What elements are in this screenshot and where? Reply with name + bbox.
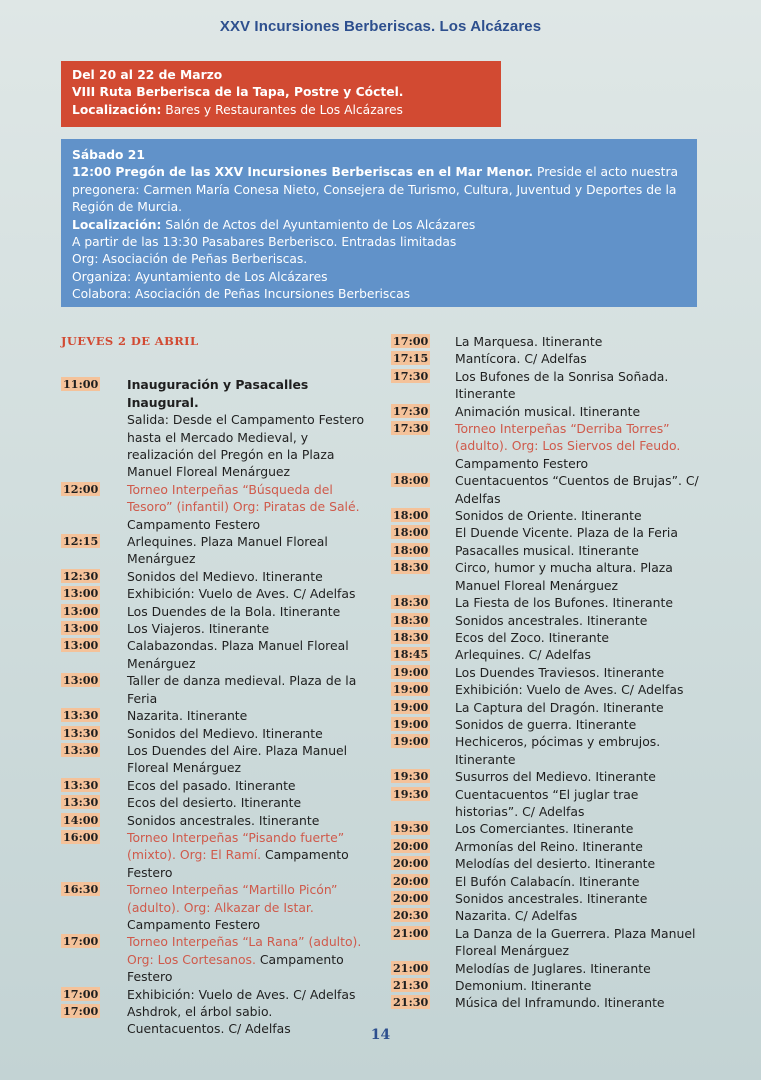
schedule-entry [391, 524, 701, 541]
entry-description [127, 777, 371, 794]
entry-time-label: 17:00 [63, 934, 99, 949]
entry-text: Sonidos ancestrales. Itinerante [455, 891, 648, 906]
schedule-entry [61, 707, 371, 724]
schedule-entry [61, 585, 371, 602]
entry-time [391, 646, 455, 663]
entry-text: Los Viajeros. Itinerante [127, 621, 270, 637]
entry-time [391, 873, 455, 890]
schedule-entry [61, 481, 371, 533]
entry-text: Demonium. Itinerante [455, 978, 592, 994]
schedule-entry [391, 594, 701, 611]
entry-description [127, 603, 371, 620]
entry-description [455, 612, 701, 629]
schedule-entry [391, 472, 701, 507]
schedule-entry [391, 890, 701, 907]
schedule-entry [61, 568, 371, 585]
schedule-entry [61, 725, 371, 742]
entry-description [455, 559, 701, 594]
schedule-entry [391, 664, 701, 681]
schedule-entry [391, 368, 701, 403]
entry-time-label: 19:30 [393, 769, 429, 784]
entry-description [455, 507, 701, 524]
pregon-title: 12:00 Pregón de las XXV Incursiones Berberiscas en el Mar Menor. [72, 165, 534, 180]
entry-text: Campamento Festero [455, 455, 589, 471]
entry-text: Melodías de Juglares. Itinerante [455, 960, 651, 976]
entry-time [391, 820, 455, 837]
entry-time-label: 18:00 [393, 508, 429, 523]
page-number: 14 [370, 1027, 391, 1043]
entry-description [455, 994, 701, 1011]
schedule-entry [391, 820, 701, 837]
entry-description [127, 829, 371, 881]
entry-description [455, 907, 701, 924]
entry-time-label: 19:00 [393, 734, 429, 749]
schedule-entry [61, 794, 371, 811]
day-heading: JUEVES 2 DE ABRIL [61, 334, 199, 348]
entry-time [391, 368, 455, 385]
entry-description [455, 733, 701, 768]
entry-time-label: 18:30 [393, 629, 429, 644]
entry-text: Salida: Desde el Campamento Festero hasta el Mercado Medieval, y realización del Pregón en la Plaza Manuel Floreal Menárguez [127, 412, 365, 480]
schedule-entry [61, 620, 371, 637]
entry-time [391, 472, 455, 489]
entry-description [127, 533, 371, 568]
entry-tournament: Torneo Interpeñas “La Rana” (adulto). Org: Los Cortesanos. [127, 934, 362, 967]
entry-description [455, 420, 701, 472]
entry-time [61, 637, 127, 654]
entry-description [455, 333, 701, 350]
entry-time-label: 21:30 [393, 978, 429, 993]
entry-text: Sonidos de guerra. Itinerante [455, 716, 637, 732]
entry-time [391, 838, 455, 855]
entry-text: Los Comerciantes. Itinerante [455, 821, 634, 837]
pasabares-line: A partir de las 13:30 Pasabares Berberisco. Entradas limitadas [72, 235, 457, 250]
entry-time-label: 16:00 [63, 829, 99, 844]
entry-time-label: 17:00 [63, 986, 99, 1001]
entry-time [61, 376, 127, 393]
entry-tournament: Torneo Interpeñas “Derriba Torres” (adulto). Org: Los Siervos del Feudo. [455, 421, 681, 454]
day-label: Sábado 21 [72, 148, 145, 162]
entry-time-label: 17:30 [393, 368, 429, 383]
schedule-entry [391, 420, 701, 472]
schedule-entry [61, 376, 371, 480]
entry-time [61, 794, 127, 811]
entry-description [455, 716, 701, 733]
page-header-title: XXV Incursiones Berberiscas. Los Alcázares [219, 18, 542, 35]
entry-text: Mantícora. C/ Adelfas [455, 351, 587, 367]
entry-text: Cuentacuentos “El juglar trae historias”. C/ Adelfas [455, 786, 639, 819]
location-line [72, 217, 686, 234]
entry-time [61, 829, 127, 846]
entry-description [455, 524, 701, 541]
entry-text: Ecos del desierto. Itinerante [127, 795, 302, 811]
entry-text: Los Duendes de la Bola. Itinerante [127, 603, 341, 619]
entry-time-label: 12:30 [63, 568, 99, 583]
entry-description [127, 620, 371, 637]
entry-time-label: 19:30 [393, 786, 429, 801]
entry-time [391, 542, 455, 559]
entry-time [391, 524, 455, 541]
entry-time-label: 17:30 [393, 421, 429, 436]
entry-time [61, 568, 127, 585]
entry-time [61, 672, 127, 689]
entry-tournament: Torneo Interpeñas “Búsqueda del Tesoro” (infantil) Org: Piratas de Salé. [127, 481, 360, 515]
location-line [72, 102, 490, 119]
entry-time-label: 18:30 [393, 595, 429, 610]
entry-description [455, 368, 701, 403]
entry-text: Exhibición: Vuelo de Aves. C/ Adelfas [455, 682, 684, 698]
entry-text: Melodías del desierto. Itinerante [455, 856, 656, 872]
entry-description [455, 925, 701, 960]
entry-time-label: 16:30 [63, 882, 99, 897]
entry-time-label: 13:00 [63, 586, 99, 601]
schedule-entry [391, 768, 701, 785]
schedule-entry [391, 559, 701, 594]
schedule-entry [61, 603, 371, 620]
entry-description [127, 812, 371, 829]
schedule-entry [391, 855, 701, 872]
entry-description [127, 568, 371, 585]
entry-time [61, 1003, 127, 1020]
entry-time [391, 907, 455, 924]
entry-text: El Duende Vicente. Plaza de la Feria [455, 525, 678, 541]
schedule-column-right [391, 333, 701, 1012]
entry-description [455, 873, 701, 890]
schedule-entry [391, 699, 701, 716]
entry-description [455, 472, 701, 507]
entry-time-label: 12:15 [63, 534, 99, 549]
entry-description [455, 681, 701, 698]
entry-description [127, 725, 371, 742]
entry-text: Ashdrok, el árbol sabio. Cuentacuentos. C/ Adelfas [127, 1004, 291, 1037]
entry-time-label: 19:00 [393, 664, 429, 679]
entry-time [61, 533, 127, 550]
entry-description [455, 960, 701, 977]
entry-time [391, 855, 455, 872]
location-value: Salón de Actos del Ayuntamiento de Los Alcázares [161, 217, 476, 232]
entry-time-label: 13:30 [63, 708, 99, 723]
entry-time-label: 18:30 [393, 612, 429, 627]
entry-text: Campamento Festero [127, 516, 261, 532]
entry-time [391, 612, 455, 629]
entry-description [127, 933, 371, 985]
date-range: Del 20 al 22 de Marzo [72, 68, 223, 82]
entry-text: Los Duendes del Aire. Plaza Manuel Floreal Menárguez [127, 742, 348, 776]
entry-time-label: 20:00 [393, 891, 429, 905]
schedule-entry [391, 716, 701, 733]
schedule-entry [391, 681, 701, 698]
entry-description [455, 594, 701, 611]
entry-time-label: 17:30 [393, 403, 429, 418]
entry-time [391, 403, 455, 420]
entry-text: Nazarita. C/ Adelfas [455, 908, 578, 924]
pregon-text: Preside el acto nuestra pregonera: Carmen María Conesa Nieto, Consejera de Turismo, Cultura, Juventud y Deportes de la Región de Murcia. [72, 165, 679, 215]
event-title: VIII Ruta Berberisca de la Tapa, Postre y Cóctel. [72, 85, 404, 100]
entry-text: Cuentacuentos “Cuentos de Brujas”. C/ Adelfas [455, 473, 699, 506]
entry-time-label: 21:30 [393, 995, 429, 1010]
entry-time [391, 890, 455, 907]
schedule-entry [61, 777, 371, 794]
schedule-entry [391, 873, 701, 890]
entry-time-label: 18:00 [393, 473, 429, 488]
entry-time [391, 960, 455, 977]
entry-text: Música del Inframundo. Itinerante [455, 995, 665, 1011]
schedule-entry [61, 672, 371, 707]
entry-time-label: 20:00 [393, 873, 429, 888]
entry-description [455, 350, 701, 367]
entry-time [61, 481, 127, 498]
schedule-entry [61, 986, 371, 1003]
entry-tournament: Torneo Interpeñas “Martillo Picón” (adulto). Org: Alkazar de Istar. [127, 882, 338, 915]
entry-time [391, 664, 455, 681]
entry-text: Hechiceros, pócimas y embrujos. Itinerante [455, 734, 661, 767]
pregon-paragraph [72, 164, 686, 216]
entry-time-label: 13:30 [63, 777, 99, 792]
schedule-entry [391, 994, 701, 1011]
entry-description [127, 707, 371, 724]
entry-time-label: 19:00 [393, 716, 429, 731]
entry-description [127, 794, 371, 811]
entry-time-label: 18:00 [393, 542, 429, 557]
entry-time-label: 18:00 [393, 525, 429, 540]
entry-time [61, 812, 127, 829]
entry-time [391, 699, 455, 716]
schedule-entry [61, 637, 371, 672]
entry-time-label: 17:00 [393, 334, 429, 348]
location-label: Localización: [72, 217, 162, 232]
schedule-entry [61, 533, 371, 568]
entry-time-label: 18:45 [393, 647, 429, 662]
entry-description [455, 542, 701, 559]
entry-time-label: 18:30 [393, 560, 429, 575]
entry-time-label: 20:00 [393, 856, 429, 871]
entry-time [61, 777, 127, 794]
entry-text: Campamento Festero [127, 916, 261, 932]
entry-time [391, 594, 455, 611]
entry-title: Inauguración y Pasacalles Inaugural. [127, 377, 309, 410]
entry-time [61, 620, 127, 637]
schedule-entry [391, 542, 701, 559]
schedule-entry [391, 838, 701, 855]
schedule-entry [61, 933, 371, 985]
entry-text: Calabazondas. Plaza Manuel Floreal Menárguez [127, 638, 349, 671]
entry-text: Sonidos de Oriente. Itinerante [455, 508, 642, 524]
entry-time [61, 933, 127, 950]
entry-time [61, 881, 127, 898]
schedule-entry [61, 881, 371, 933]
entry-text: Pasacalles musical. Itinerante [455, 542, 639, 558]
colabora-line: Colabora: Asociación de Peñas Incursiones Berberiscas [72, 287, 411, 302]
entry-description [127, 481, 371, 533]
entry-time-label: 11:00 [63, 377, 99, 392]
entry-time-label: 13:00 [63, 603, 99, 618]
entry-text: Armonías del Reino. Itinerante [455, 838, 643, 854]
entry-time-label: 13:00 [63, 638, 99, 653]
entry-text: Exhibición: Vuelo de Aves. C/ Adelfas [127, 986, 356, 1002]
entry-time [61, 603, 127, 620]
entry-description [455, 403, 701, 420]
schedule-entry [391, 507, 701, 524]
entry-time-label: 12:00 [63, 481, 99, 496]
entry-description [455, 664, 701, 681]
entry-text: Arlequines. C/ Adelfas [455, 647, 591, 663]
entry-time-label: 21:00 [393, 925, 429, 940]
entry-time-label: 14:00 [63, 812, 99, 827]
entry-time [61, 707, 127, 724]
schedule-entry [391, 925, 701, 960]
schedule-entry [61, 742, 371, 777]
entry-description [455, 838, 701, 855]
entry-text: Sonidos del Medievo. Itinerante [127, 725, 323, 741]
schedule-entry [391, 612, 701, 629]
entry-text: Campamento Festero [127, 847, 349, 880]
entry-text: Animación musical. Itinerante [455, 403, 641, 419]
entry-time [391, 768, 455, 785]
entry-time [391, 333, 455, 350]
entry-description [127, 742, 371, 777]
entry-time-label: 13:00 [63, 621, 99, 636]
entry-description [127, 637, 371, 672]
schedule-entry [391, 333, 701, 350]
entry-time-label: 19:30 [393, 821, 429, 836]
schedule-entry [391, 350, 701, 367]
entry-text: La Fiesta de los Bufones. Itinerante [455, 595, 673, 611]
entry-description [455, 855, 701, 872]
event-box-pregon [61, 139, 697, 307]
schedule-entry [61, 829, 371, 881]
entry-description [455, 890, 701, 907]
entry-text: Los Duendes Traviesos. Itinerante [455, 664, 665, 680]
entry-time [391, 786, 455, 803]
schedule-entry [391, 733, 701, 768]
entry-text: Exhibición: Vuelo de Aves. C/ Adelfas [127, 586, 356, 602]
entry-text: Los Bufones de la Sonrisa Soñada. Itinerante [455, 368, 669, 402]
entry-text: Ecos del Zoco. Itinerante [455, 629, 610, 645]
entry-time [391, 350, 455, 367]
entry-description [127, 986, 371, 1003]
location-label: Localización: [72, 102, 162, 117]
entry-time-label: 13:30 [63, 795, 99, 810]
location-value: Bares y Restaurantes de Los Alcázares [161, 102, 403, 117]
entry-time-label: 20:00 [393, 838, 429, 853]
schedule-entry [391, 403, 701, 420]
entry-time-label: 13:30 [63, 742, 99, 757]
entry-text: Nazarita. Itinerante [127, 708, 248, 724]
entry-description [127, 585, 371, 602]
entry-description [455, 977, 701, 994]
schedule-entry [61, 812, 371, 829]
entry-time [391, 629, 455, 646]
entry-tournament: Torneo Interpeñas “Pisando fuerte” (mixto). Org: El Ramí. [127, 829, 345, 863]
entry-time [391, 925, 455, 942]
entry-text: Ecos del pasado. Itinerante [127, 777, 296, 793]
schedule-entry [391, 960, 701, 977]
entry-description [455, 786, 701, 821]
entry-time-label: 21:00 [393, 960, 429, 975]
entry-time [391, 733, 455, 750]
event-box-ruta-tapa [61, 61, 501, 127]
entry-time-label: 19:00 [393, 682, 429, 697]
entry-description [455, 629, 701, 646]
schedule-entry [391, 907, 701, 924]
entry-text: La Marquesa. Itinerante [455, 334, 603, 349]
entry-time [391, 507, 455, 524]
entry-time [61, 986, 127, 1003]
entry-time [391, 716, 455, 733]
entry-text: Circo, humor y mucha altura. Plaza Manuel Floreal Menárguez [455, 560, 673, 593]
entry-time [391, 994, 455, 1011]
entry-description [127, 376, 371, 480]
entry-text: Campamento Festero [127, 951, 344, 985]
entry-time [391, 420, 455, 437]
schedule-entry [391, 977, 701, 994]
entry-time [61, 742, 127, 759]
schedule-entry [391, 646, 701, 663]
entry-time [391, 559, 455, 576]
entry-description [455, 699, 701, 716]
entry-text: Sonidos del Medievo. Itinerante [127, 568, 323, 584]
entry-time-label: 13:00 [63, 673, 99, 688]
entry-time-label: 17:15 [393, 351, 429, 366]
schedule-entry [391, 786, 701, 821]
entry-text: La Danza de la Guerrera. Plaza Manuel Floreal Menárguez [455, 925, 696, 959]
entry-text: El Bufón Calabacín. Itinerante [455, 873, 640, 889]
entry-text: Taller de danza medieval. Plaza de la Feria [127, 673, 357, 706]
entry-time-label: 20:30 [393, 908, 429, 923]
entry-text: Susurros del Medievo. Itinerante [455, 769, 656, 785]
entry-time-label: 13:30 [63, 725, 99, 740]
entry-description [455, 768, 701, 785]
entry-time [61, 725, 127, 742]
entry-description [455, 820, 701, 837]
entry-text: Sonidos ancestrales. Itinerante [127, 812, 320, 828]
entry-time-label: 17:00 [63, 1004, 99, 1019]
entry-time [61, 585, 127, 602]
entry-text: La Captura del Dragón. Itinerante [455, 699, 664, 715]
schedule-column-left [61, 333, 371, 1038]
entry-description [127, 672, 371, 707]
entry-text: Sonidos ancestrales. Itinerante [455, 612, 648, 628]
entry-time [391, 977, 455, 994]
entry-text: Arlequines. Plaza Manuel Floreal Menárguez [127, 534, 328, 567]
schedule-entry [391, 629, 701, 646]
entry-description [127, 881, 371, 933]
entry-time-label: 19:00 [393, 699, 429, 714]
entry-time [391, 681, 455, 698]
org-line: Org: Asociación de Peñas Berberiscas. [72, 252, 308, 267]
entry-description [455, 646, 701, 663]
organiza-line: Organiza: Ayuntamiento de Los Alcázares [72, 269, 328, 284]
